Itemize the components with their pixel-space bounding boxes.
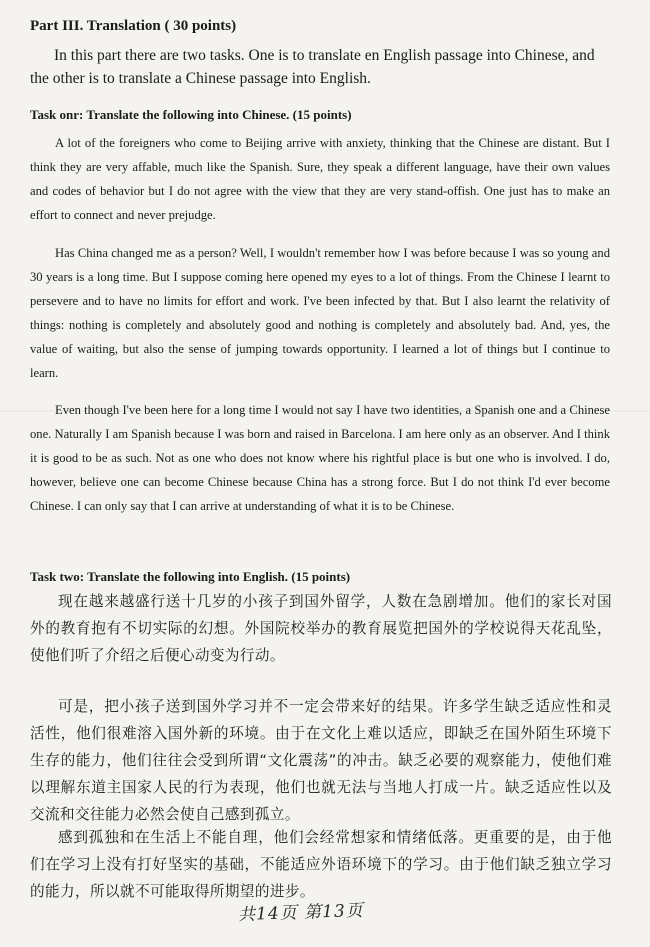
- task-one-paragraph: Even though I've been here for a long time I would not say I have two identities, a Spanish one and a Chinese one. Naturally I am Spanish because I was born and raised in Barcelona. I am here only as an observer. And I think it is good to be as such. Not as one who does not know where his rightful place is but one who is involved. I do, however, believe one can become Chinese because China has a strong force. But I do not think I'd ever become Chinese. I can only say that I can arrive at understanding of what it is to be Chinese.: [30, 403, 610, 513]
- page-number-handwritten: 共14页 第13页: [237, 900, 365, 926]
- task-one-paragraph: Has China changed me as a person? Well, I wouldn't remember how I was before because I was so young and 30 years is a long time. But I suppose coming here opened my eyes to a lot of things. From the Chinese I learnt to persevere and to have no limits for effort and work. I've been infected by that. But I also learnt the relativity of things: nothing is completely and absolutely good and nothing is completely and absolutely bad. And, yes, the value of waiting, but also the sense of jumping towards opportunity. I learned a lot of things but I continue to learn.: [30, 246, 610, 380]
- intro-text: In this part there are two tasks. One is to translate en English passage into Chinese, and the other is to translate a Chinese passage into English.: [30, 47, 595, 87]
- task-two-paragraph: 现在越来越盛行送十几岁的小孩子到国外留学，人数在急剧增加。他们的家长对国外的教育抱有不切实际的幻想。外国院校举办的教育展览把国外的学校说得天花乱坠，使他们听了介绍之后便心动变为行动。: [30, 593, 612, 664]
- task-two-heading: Task two: Translate the following into English. (15 points): [30, 569, 351, 584]
- task-two-paragraph: 感到孤独和在生活上不能自理，他们会经常想家和情绪低落。更重要的是，由于他们在学习上没有打好坚实的基础，不能适应外语环境下的学习。由于他们缺乏独立学习的能力，所以就不可能取得所期望的进步。: [30, 829, 612, 900]
- task-one-paragraph: A lot of the foreigners who come to Beijing arrive with anxiety, thinking that the Chinese are distant. But I think they are very affable, much like the Spanish. Sure, they speak a different language, have their own values and codes of behavior but I do not agree with the view that they are very stand-offish. One just has to make an effort to connect and never prejudge.: [30, 136, 610, 222]
- task-two-paragraph: 可是，把小孩子送到国外学习并不一定会带来好的结果。许多学生缺乏适应性和灵活性，他们很难溶入国外新的环境。由于在文化上难以适应，即缺乏在国外陌生环境下生存的能力，他们往往会受到所谓“文化震荡”的冲击。缺乏必要的观察能力，使他们难以理解东道主国家人民的行为表现，他们也就无法与当地人打成一片。缺乏适应性以及交流和交往能力必然会使自己感到孤立。: [30, 698, 612, 823]
- part-title: Part III. Translation ( 30 points): [30, 18, 237, 34]
- task-one-heading: Task onr: Translate the following into Chinese. (15 points): [30, 107, 352, 122]
